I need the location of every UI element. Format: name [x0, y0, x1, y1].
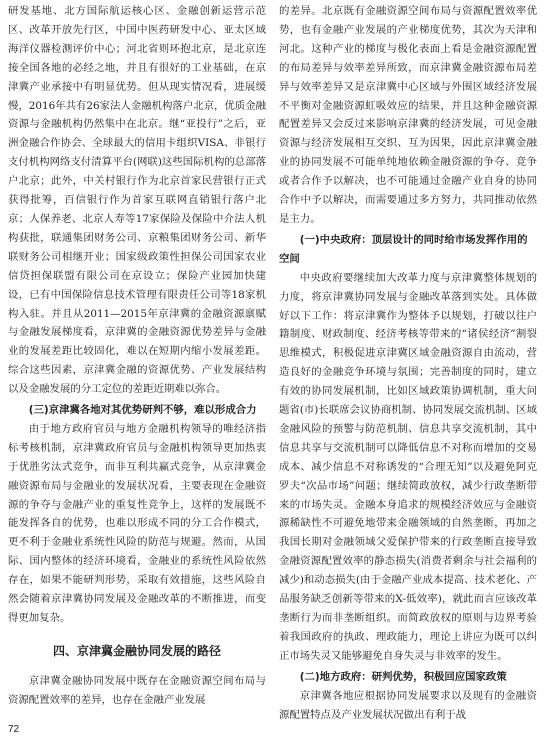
right-column [279, 2, 537, 724]
section-heading: (三)京津冀各地对其优势研判不够，难以形成合力 [28, 404, 257, 417]
section-heading: (一)中央政府：顶层设计的同时给市场发挥作用的空间 [279, 233, 528, 265]
paragraph: 由于地方政府官员与地方金融机构领导的唯经济指标考核机制，京津冀政府官员与金融机构领导更加热衷于优胜劣汰式竞争，而非互利共赢式竞争，从京津冀金融资源布局与金融业的发展状况看，主要表现在金融资源的争夺与金融产业的重复性竞争上，这样的发展既不能发挥各自的优势，也难以形成不同的分工合作模式，更不利于金融业系统性风险的防范与规避。然而，从国际、国内整体的经济环境看，金融业的系统性风险依然存在，如果不能研判形势，采取有效措施，这些风险自然会随着京津冀协同发展及金融改革的不断推进，而变得更加复杂。 [8, 422, 266, 624]
paragraph: 京津冀各地应根据协同发展要求以及现有的金融资源配置特点及产业发展状况做出有利于战 [279, 689, 537, 721]
section-heading: (二)地方政府：研判优势，积极回应国家政策 [299, 670, 507, 683]
page-number: 72 [8, 724, 20, 735]
left-column [8, 2, 266, 710]
paragraph: 京津冀金融协同发展中既存在金融资源空间布局与资源配置效率的差异，也存在金融产业发展 [8, 674, 266, 706]
paragraph: 的差异。北京既有金融资源空间布局与资源配置效率优势，也有金融产业发展的产业梯度优势，其次为天津和河北。这种产业的梯度与极化表面上看是金融资源配置的布局差异与效率差异所致，而京津冀金融资源布局差异与效率差异又是京津冀中心区域与外围区域经济发展不平衡对金融资源虹吸效应的结果，并且这种金融资源配置差异又会反过来影响京津冀的经济发展，可见金融资源与经济发展相互交织、互为因果，因此京津冀金融业的协同发展不可能单纯地依赖金融资源的争夺、竞争或者合作予以解决，也不可能通过金融产业自身的协同合作中予以解决，而需要通过多方努力，共同推动依然是主力。 [279, 5, 537, 225]
paragraph: 研发基地、北方国际航运核心区、金融创新运营示范区、改革开放先行区，中国中医药研发中心、亚太区域海洋仪器检测评价中心；河北省则环抱北京，是北京连接全国各地的必经之地，并且有很好的工业基础，在京津冀产业承接中有明显优势。但从现实情况看，进展缓慢，2016年共有26家法人金融机构落户北京，优质金融资源与金融机构仍然集中在北京。继“亚投行”之后，亚洲金融合作协会、全球最大的信用卡组织VISA、非银行支付机构网络支付清算平台(网联)这些国际机构的总部落户北京；此外，中关村银行作为北京首家民营银行正式获得批筹，百信银行作为首家互联网直销银行落户北京；人保养老、北京人寿等17家保险及保险中介法人机构获批，联通集团财务公司、京粮集团财务公司、新华联财务公司相继开业；国家级政策性担保公司国家农业信贷担保联盟有限公司在京设立；保险产业园加快建设，已有中国保险信息技术管理有限责任公司等18家机构入驻。并且从2011—2015年京津冀的金融资源禀赋与金融发展梯度看，京津冀的金融资源优势差异与金融业的发展差距比较固化，难以在短期内缩小发展差距。综合这些因素，京津冀金融的资源优势、产业发展结构以及金融发展的分工定位的差距近期难以弥合。 [8, 5, 266, 396]
chapter-heading: 四、京津冀金融协同发展的路径 [52, 643, 221, 658]
paragraph: 中央政府要继续加大改革力度与京津冀整体规划的力度，将京津冀协同发展与金融改革落到实处。具体做好以下工作：将京津冀作为整体予以规划，打破以往户籍制度、财政制度、经济考核等带来的“诸侯经济”割裂思维模式，积极促进京津冀区域金融资源自由流动，营造良好的金融竞争环境与氛围；完善制度的同时，建立有效的协同发展机制，比如区域政策协调机制，重大问题省(市)长联席会议协商机制、协同发展交流机制、区域金融风险的预警与防范机制、信息共享交流机制，其中信息共享与交流机制可以降低信息不对称而增加的交易成本、减少信息不对称诱发的“合理无知”以及避免阿克罗夫“次品市场”问题；继续简政放权，减少行政垄断带来的市场失灵。金融本身追求的规模经济效应与金融资源稀缺性不可避免地带来金融领域的自然垄断，再加之我国长期对金融领域父爱保护带来的行政垄断直接导致金融资源配置效率的静态损失(消费者剩余与社会福利的减少)和动态损失(由于金融产业成本提高、技术老化、产品服务缺乏创新等带来的X-低效率)，就此而言应该改革垄断行为而非垄断组织。而简政放权的原则与边界考验着我国政府的执政、理政能力，理论上讲应为既可以纠正市场失灵又能够避免自身失灵与非效率的发生。 [279, 271, 537, 662]
